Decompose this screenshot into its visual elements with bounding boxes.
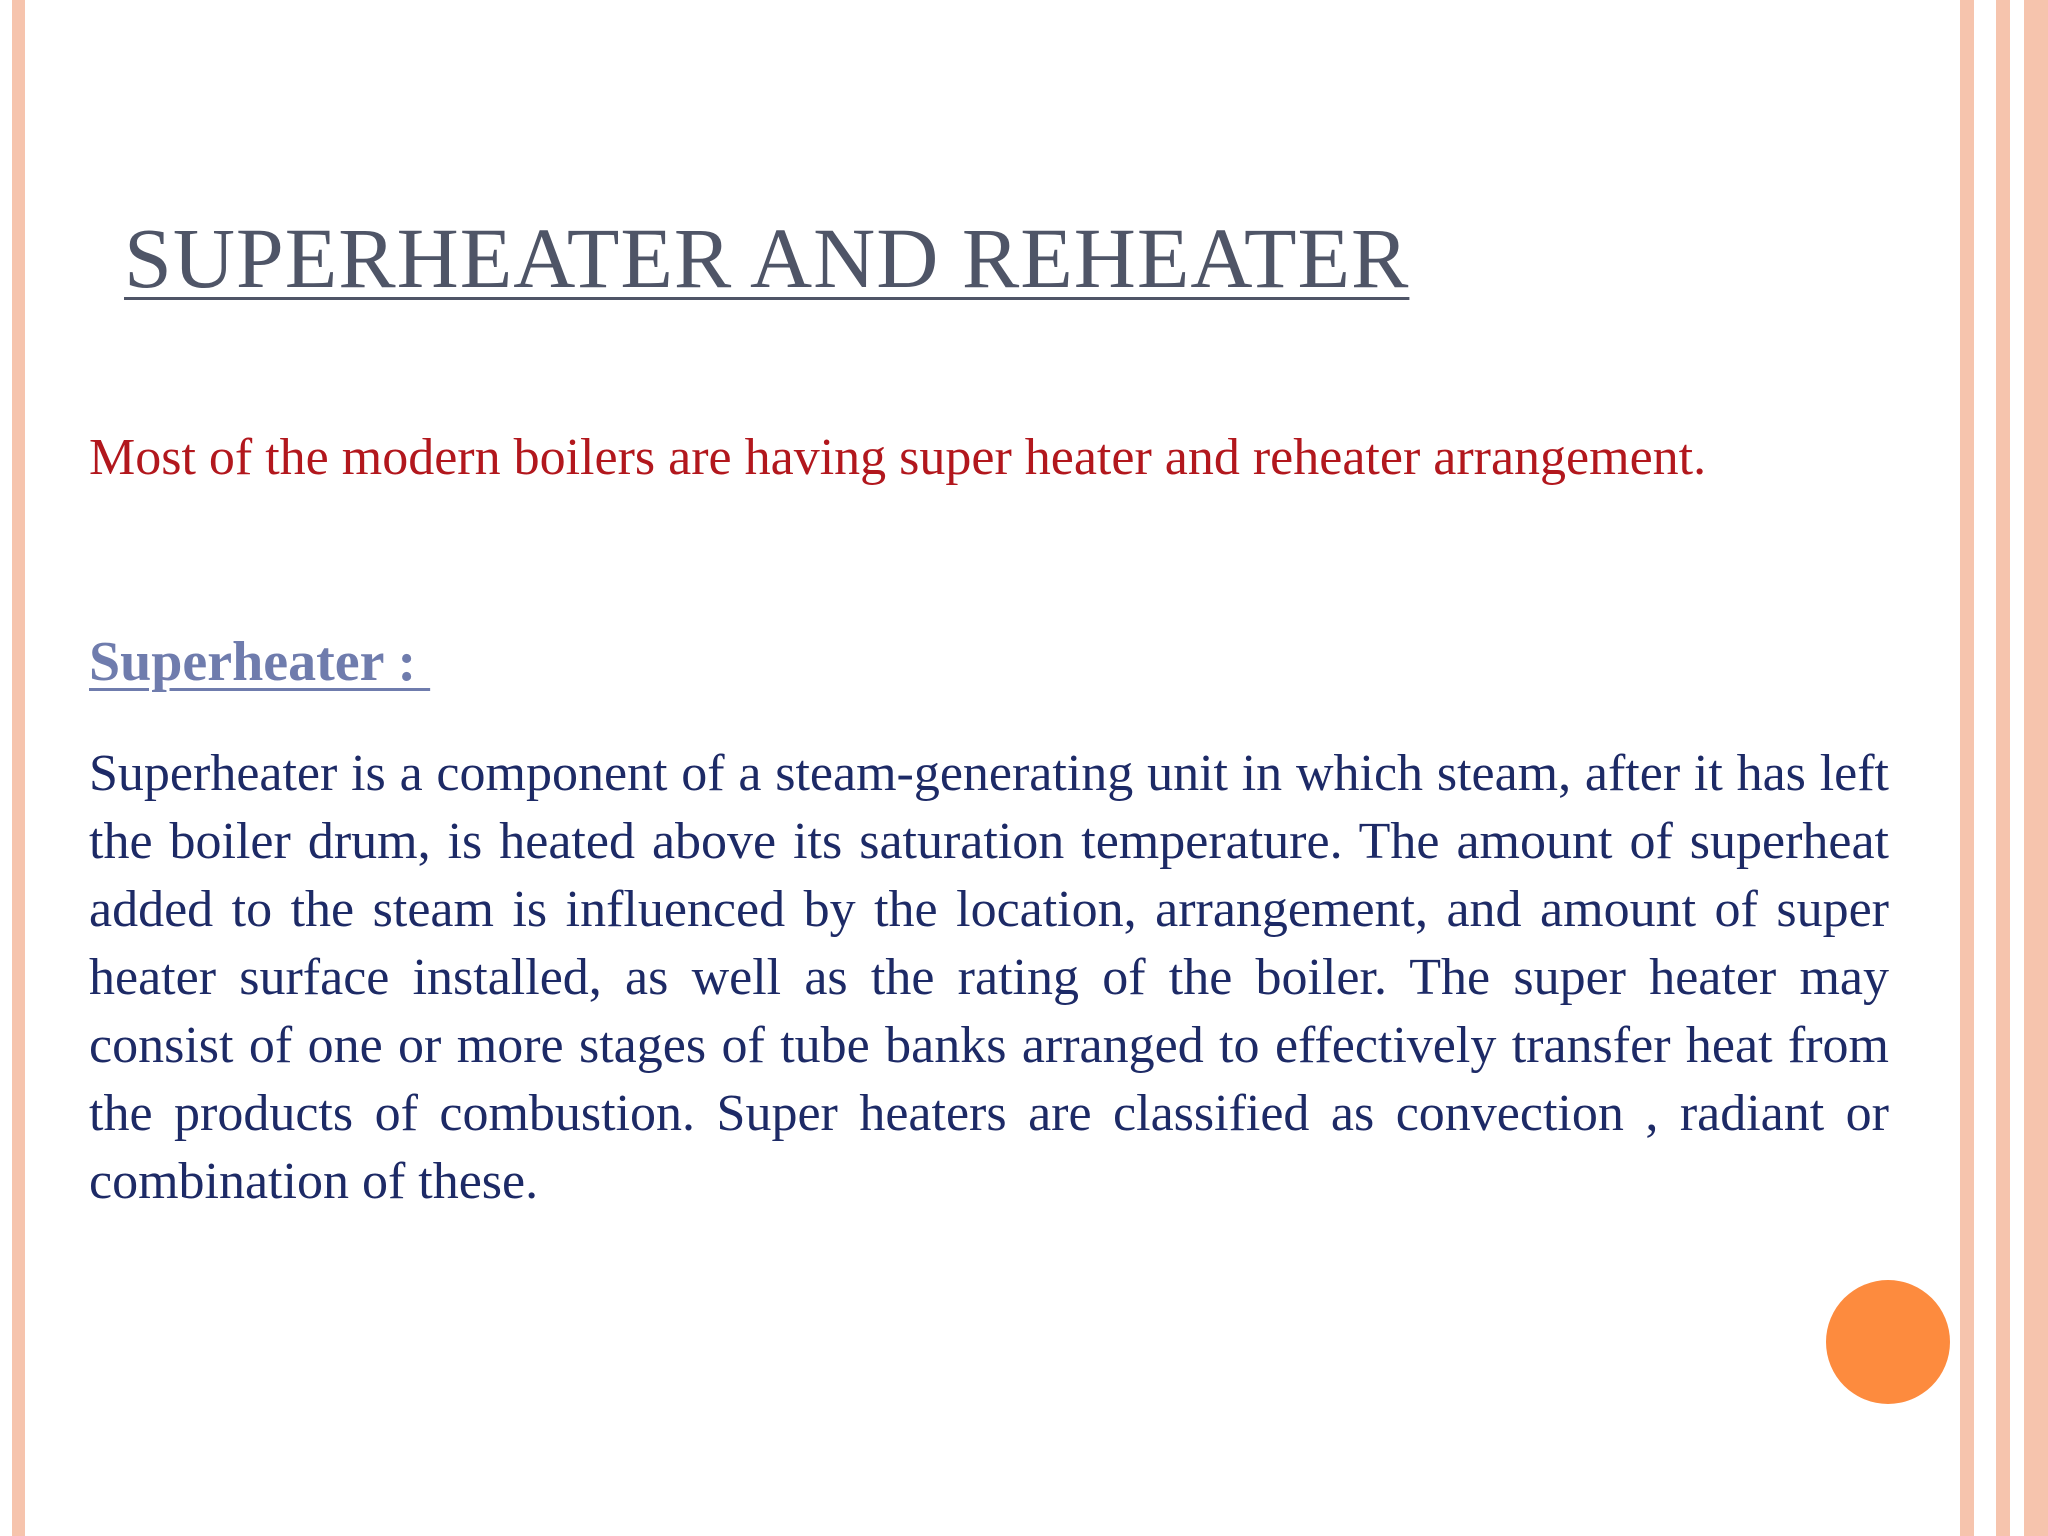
- right-accent-bar-outer: [2024, 0, 2048, 1536]
- right-accent-bar-inner: [1960, 0, 1974, 1536]
- superheater-description: Superheater is a component of a steam-generating unit in which steam, after it has left the boiler drum, is heated above its saturation temperature. The amount of superheat added to the steam is influenced by the location, arrangement, and amount of super heater surface installed, as well as the rating of the boiler. The super heater may consist of one or more stages of tube banks arranged to effectively transfer heat from the products of combustion. Super heaters are classified as convection , radiant or combination of these.: [89, 745, 1889, 1210]
- orange-circle-decoration: [1826, 1280, 1950, 1404]
- superheater-heading: Superheater :: [89, 631, 431, 693]
- left-accent-bar: [12, 0, 25, 1536]
- slide-title: SUPERHEATER AND REHEATER: [124, 210, 1410, 306]
- right-accent-bar-middle: [1996, 0, 2010, 1536]
- intro-statement: Most of the modern boilers are having super heater and reheater arrangement.: [89, 429, 1707, 486]
